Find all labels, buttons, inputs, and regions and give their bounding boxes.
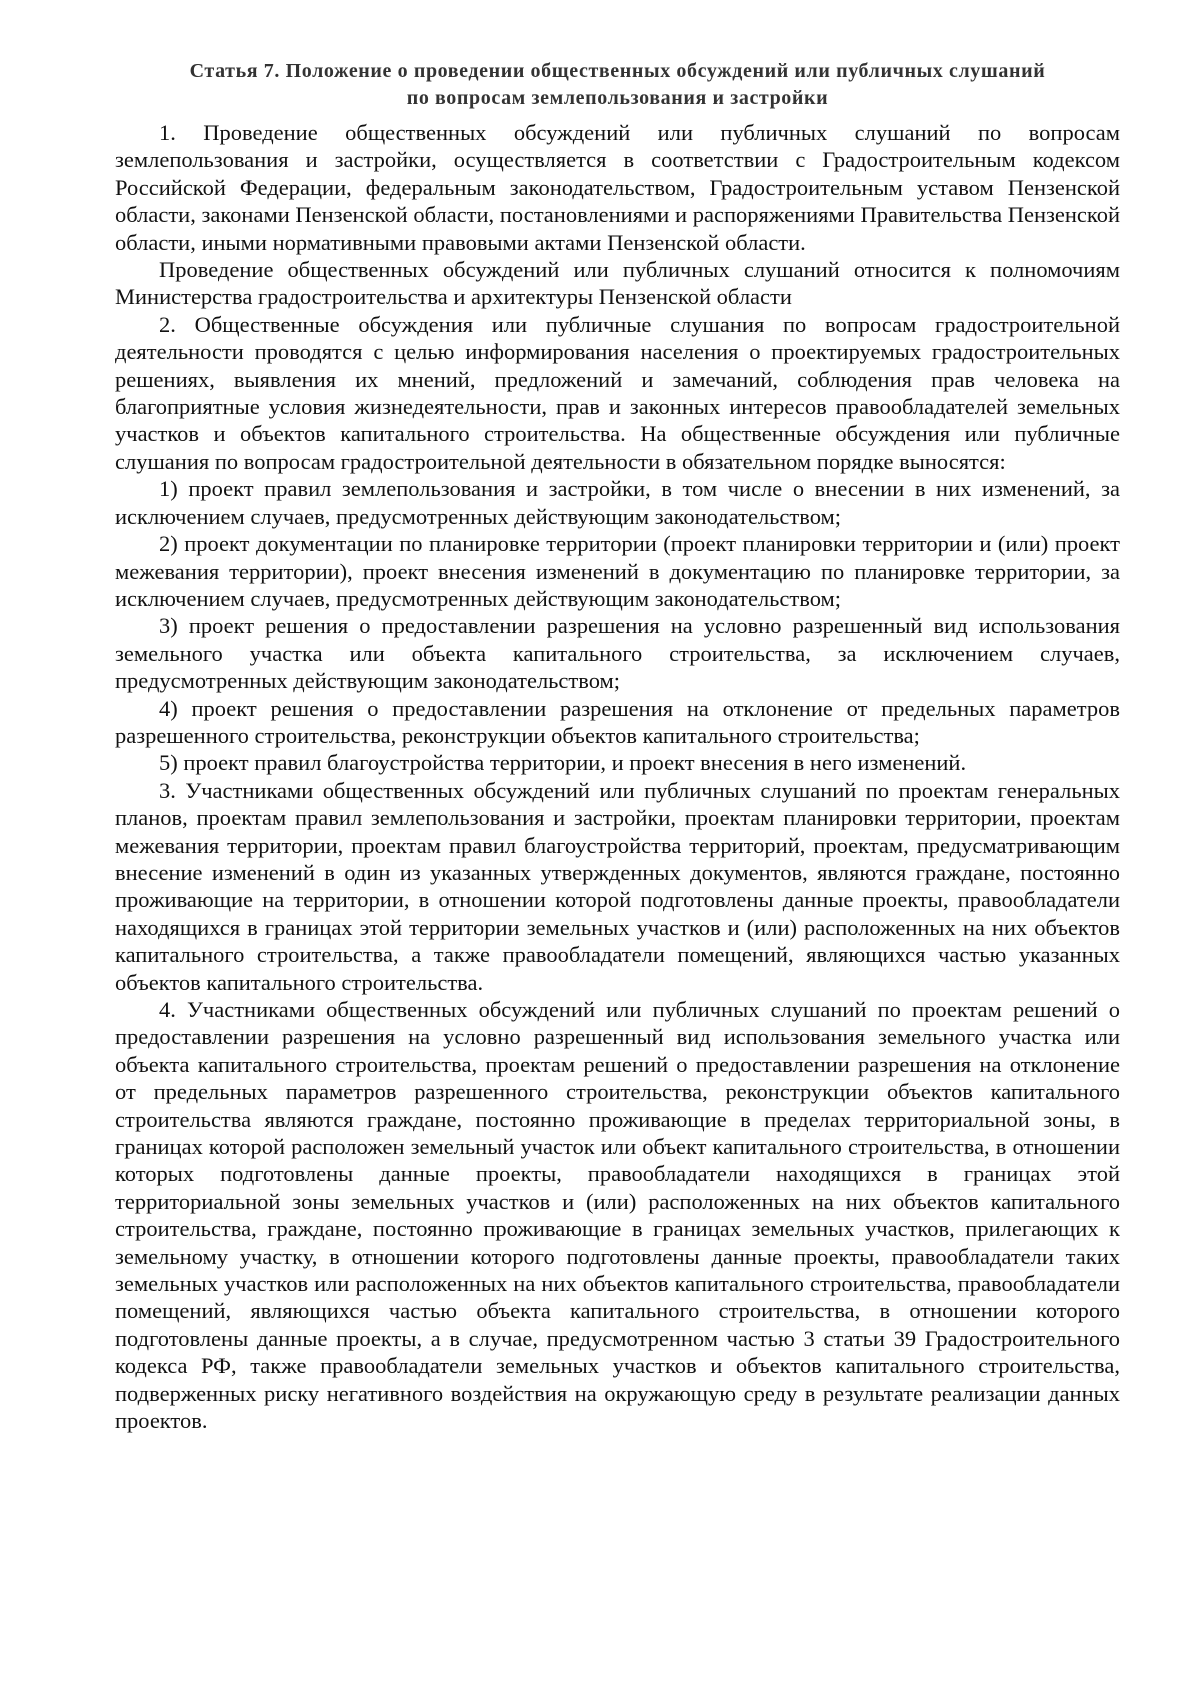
paragraph-2: 2. Общественные обсуждения или публичные слушания по вопросам градостроительной деятельности проводятся с целью информирования населения о проектируемых градостроительных решениях, выявления их мнений, предложений и замечаний, соблюдения прав человека на благоприятные условия жизнедеятельности, прав и законных интересов правообладателей земельных участков и объектов капитального строительства. На общественные обсуждения или публичные слушания по вопросам градостроительной деятельности в обязательном порядке выносятся:	[115, 311, 1120, 474]
paragraph-3: 3. Участниками общественных обсуждений или публичных слушаний по проектам генеральных планов, проектам правил землепользования и застройки, проектам планировки территории, проектам межевания территории, проектам правил благоустройства территорий, проектам, предусматривающим внесение изменений в один из указанных утвержденных документов, являются граждане, постоянно проживающие на территории, в отношении которой подготовлены данные проекты, правообладатели находящихся в границах этой территории земельных участков и (или) расположенных на них объектов капитального строительства, а также правообладатели помещений, являющихся частью указанных объектов капитального строительства.	[115, 777, 1120, 995]
list-item-4: 4) проект решения о предоставлении разрешения на отклонение от предельных параметров разрешенного строительства, реконструкции объектов капитального строительства;	[115, 695, 1120, 748]
list-item-3: 3) проект решения о предоставлении разрешения на условно разрешенный вид использования земельного участка или объекта капитального строительства, за исключением случаев, предусмотренных действующим законодательством;	[115, 613, 1120, 694]
paragraph-4: 4. Участниками общественных обсуждений или публичных слушаний по проектам решений о предоставлении разрешения на условно разрешенный вид использования земельного участка или объекта капитального строительства, проектам решений о предоставлении разрешения на отклонение от предельных параметров разрешенного строительства, реконструкции объектов капитального строительства являются граждане, постоянно проживающие в пределах территориальной зоны, в границах которой расположен земельный участок или объект капитального строительства, в отношении которых подготовлены данные проекты, правообладатели находящихся в границах этой территориальной зоны земельных участков и (или) расположенных на них объектов капитального строительства, граждане, постоянно проживающие в границах земельных участков, прилегающих к земельному участку, в отношении которого подготовлены данные проекты, правообладатели таких земельных участков или расположенных на них объектов капитального строительства, правообладатели помещений, являющихся частью объекта капитального строительства, в отношении которого подготовлены данные проекты, а в случае, предусмотренном частью 3 статьи 39 Градостроительного кодекса РФ, также правообладатели земельных участков и объектов капитального строительства, подверженных риску негативного воздействия на окружающую среду в результате реализации данных проектов.	[115, 997, 1120, 1434]
paragraph-1: 1. Проведение общественных обсуждений или публичных слушаний по вопросам землепользования и застройки, осуществляется в соответствии с Градостроительным кодексом Российской Федерации, федеральным законодательством, Градостроительным уставом Пензенской области, законами Пензенской области, постановлениями и распоряжениями Правительства Пензенской области, иными нормативными правовыми актами Пензенской области.	[115, 120, 1120, 255]
article-title-line-2: по вопросам землепользования и застройки	[406, 87, 829, 109]
list-item-2: 2) проект документации по планировке территории (проект планировки территории и (или) проект межевания территории), проект внесения изменений в документацию по планировке территории, за исключением случаев, предусмотренных действующим законодательством;	[115, 531, 1120, 611]
list-item-5: 5) проект правил благоустройства территории, и проект внесения в него изменений.	[159, 750, 967, 776]
paragraph-1-continuation: Проведение общественных обсуждений или публичных слушаний относится к полномочиям Министерства градостроительства и архитектуры Пензенской области	[115, 257, 1120, 310]
article-title	[115, 58, 1120, 112]
article-title-line-1: Статья 7. Положение о проведении общественных обсуждений или публичных слушаний	[189, 60, 1046, 82]
article-body	[115, 119, 1120, 1435]
list-item-1: 1) проект правил землепользования и застройки, в том числе о внесении в них изменений, за исключением случаев, предусмотренных действующим законодательством;	[115, 476, 1120, 529]
